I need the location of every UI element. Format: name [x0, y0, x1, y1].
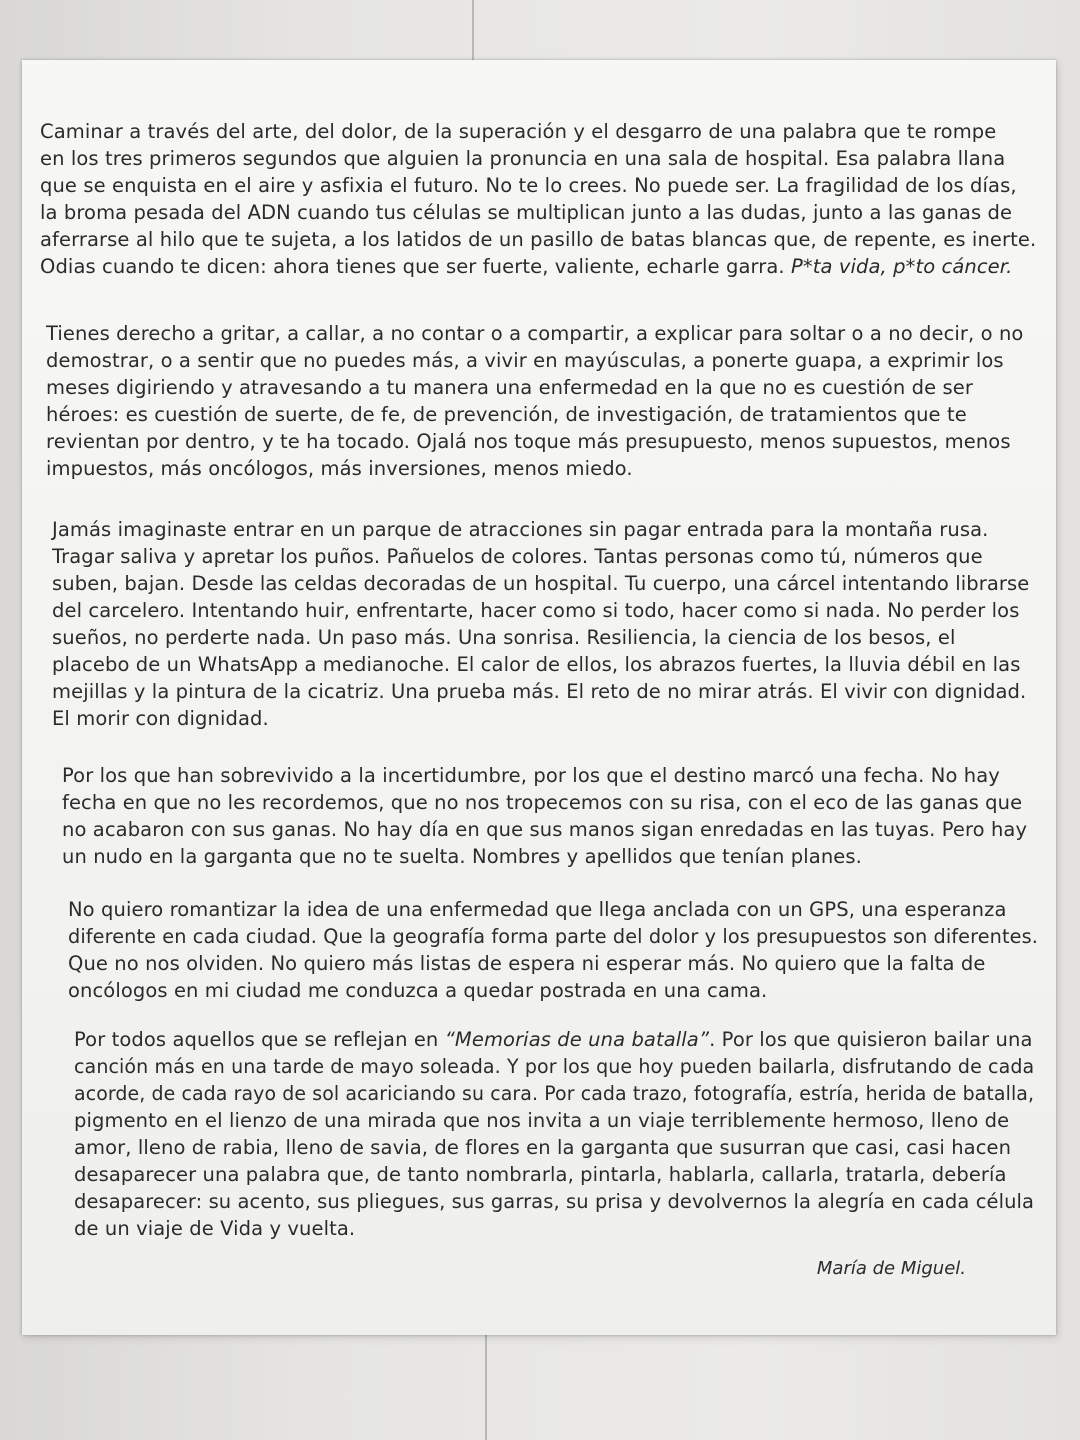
paragraph-line: Caminar a través del arte, del dolor, de la superación y el desgarro de una palabra que te rompe — [40, 120, 997, 143]
paragraph-line: de un viaje de Vida y vuelta. — [74, 1217, 356, 1240]
paragraph-line: Que no nos olviden. No quiero más listas de espera ni esperar más. No quiero que la falta de — [68, 952, 986, 975]
paragraph-line: sueños, no perderte nada. Un paso más. Una sonrisa. Resiliencia, la ciencia de los besos, el — [52, 626, 956, 649]
italic-phrase: P*ta vida, p*to cáncer. — [791, 255, 1013, 278]
paragraph-line: suben, bajan. Desde las celdas decoradas de un hospital. Tu cuerpo, una cárcel intentando librarse — [52, 572, 1030, 595]
paragraph-line: del carcelero. Intentando huir, enfrentarte, hacer como si todo, hacer como si nada. No perder los — [52, 599, 1020, 622]
paragraph-line: fecha en que no les recordemos, que no nos tropecemos con su risa, con el eco de las ganas que — [62, 791, 1023, 814]
paragraph-4 — [62, 762, 1042, 870]
paragraph-line: un nudo en la garganta que no te suelta. Nombres y apellidos que tenían planes. — [62, 845, 862, 868]
paragraph-line: oncólogos en mi ciudad me conduzca a quedar postrada en una cama. — [68, 979, 768, 1002]
paragraph-line: demostrar, o a sentir que no puedes más, a vivir en mayúsculas, a ponerte guapa, a exprimir los — [46, 349, 1004, 372]
paragraph-5 — [68, 896, 1038, 1004]
paragraph-line: aferrarse al hilo que te sujeta, a los latidos de un pasillo de batas blancas que, de repente, es inerte. — [40, 228, 1037, 251]
paragraph-6 — [74, 1026, 1034, 1242]
paragraph-line: que se enquista en el aire y asfixia el futuro. No te lo crees. No puede ser. La fragilidad de los días, — [40, 174, 1017, 197]
paragraph-line: acorde, de cada rayo de sol acariciando su cara. Por cada trazo, fotografía, estría, herida de batalla, — [74, 1082, 1035, 1105]
paragraph-line: héroes: es cuestión de suerte, de fe, de prevención, de investigación, de tratamientos que te — [46, 403, 967, 426]
paragraph-line: no acabaron con sus ganas. No hay día en que sus manos sigan enredadas en las tuyas. Pero hay — [62, 818, 1028, 841]
paragraph-line: pigmento en el lienzo de una mirada que nos invita a un viaje terriblemente hermoso, lleno de — [74, 1109, 1010, 1132]
exhibition-text-panel — [22, 60, 1056, 1335]
author-signature: María de Miguel. — [816, 1258, 966, 1279]
paragraph-line: Jamás imaginaste entrar en un parque de atracciones sin pagar entrada para la montaña rusa. — [52, 518, 989, 541]
paragraph-line: impuestos, más oncólogos, más inversiones, menos miedo. — [46, 457, 633, 480]
paragraph-line: Tienes derecho a gritar, a callar, a no contar o a compartir, a explicar para soltar o a no decir, o no — [46, 322, 1024, 345]
paragraph-1 — [40, 118, 1040, 280]
paragraph-line: El morir con dignidad. — [52, 707, 269, 730]
paragraph-line: Tragar saliva y apretar los puños. Pañuelos de colores. Tantas personas como tú, números que — [52, 545, 983, 568]
paragraph-line: placebo de un WhatsApp a medianoche. El calor de ellos, los abrazos fuertes, la lluvia débil en las — [52, 653, 1021, 676]
paragraph-line: meses digiriendo y atravesando a tu manera una enfermedad en la que no es cuestión de ser — [46, 376, 974, 399]
paragraph-line: desaparecer: su acento, sus pliegues, sus garras, su prisa y devolvernos la alegría en cada célula — [74, 1190, 1035, 1213]
paragraph-text: . Por los que quisieron bailar una — [709, 1028, 1033, 1051]
paragraph-line: Por los que han sobrevivido a la incertidumbre, por los que el destino marcó una fecha. No hay — [62, 764, 1000, 787]
paragraph-line: amor, lleno de rabia, lleno de savia, de flores en la garganta que susurran que casi, casi hacen — [74, 1136, 1012, 1159]
paragraph-text: Odias cuando te dicen: ahora tienes que ser fuerte, valiente, echarle garra. — [40, 255, 785, 278]
paragraph-line: No quiero romantizar la idea de una enfermedad que llega anclada con un GPS, una esperanza — [68, 898, 1007, 921]
paragraph-3 — [52, 516, 1052, 732]
paragraph-2 — [46, 320, 1046, 482]
wall-seam-top — [472, 0, 474, 62]
paragraph-line: en los tres primeros segundos que alguien la pronuncia en una sala de hospital. Esa palabra llana — [40, 147, 1006, 170]
paragraph-line: mejillas y la pintura de la cicatriz. Una prueba más. El reto de no mirar atrás. El vivir con dignidad. — [52, 680, 1027, 703]
paragraph-line: canción más en una tarde de mayo soleada. Y por los que hoy pueden bailarla, disfrutando de cada — [74, 1055, 1035, 1078]
paragraph-line: la broma pesada del ADN cuando tus células se multiplican junto a las dudas, junto a las ganas de — [40, 201, 1013, 224]
paragraph-line — [74, 1026, 1034, 1053]
paragraph-line — [40, 253, 1040, 280]
paragraph-line: diferente en cada ciudad. Que la geografía forma parte del dolor y los presupuestos son diferentes. — [68, 925, 1038, 948]
exhibition-title: “Memorias de una batalla” — [444, 1028, 710, 1051]
paragraph-line: revientan por dentro, y te ha tocado. Ojalá nos toque más presupuesto, menos supuestos, menos — [46, 430, 1011, 453]
paragraph-text: Por todos aquellos que se reflejan en — [74, 1028, 439, 1051]
wall-seam-bottom — [485, 1332, 487, 1440]
paragraph-line: desaparecer una palabra que, de tanto nombrarla, pintarla, hablarla, callarla, tratarla, debería — [74, 1163, 1007, 1186]
